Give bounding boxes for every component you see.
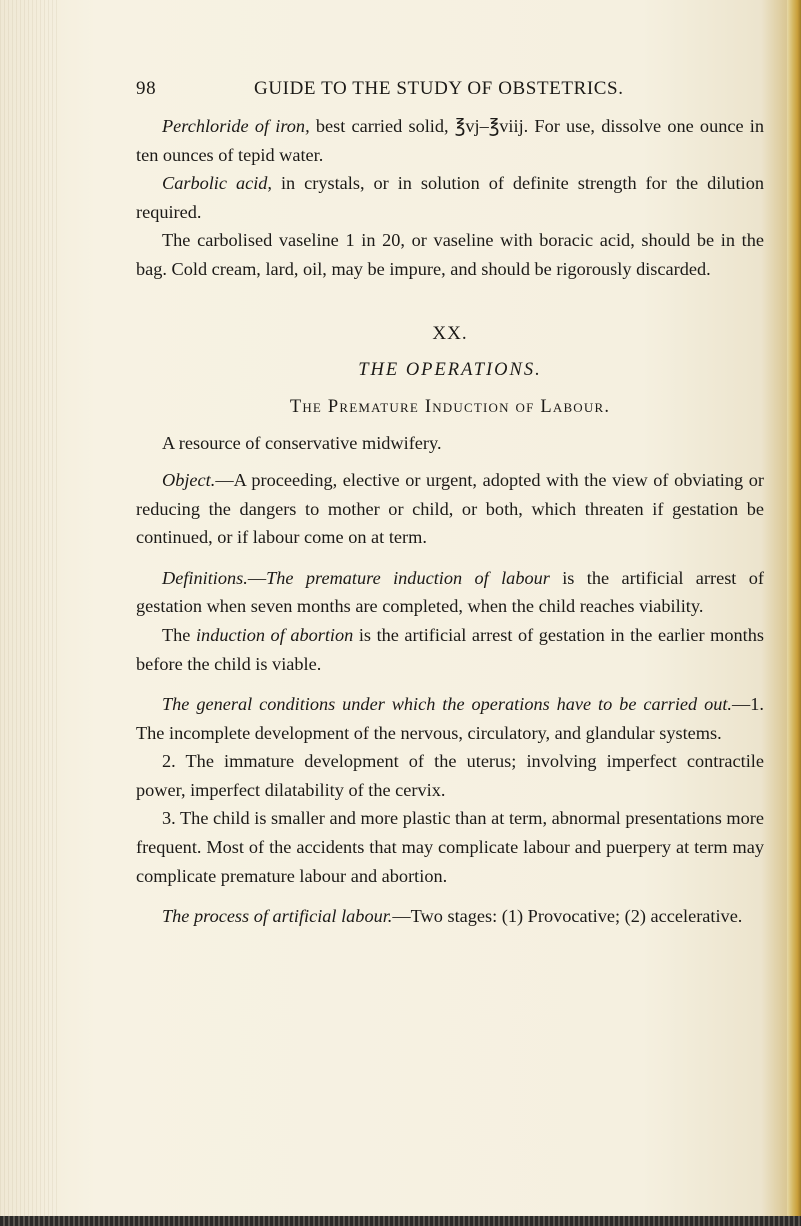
term-induction-abortion: induction of abortion (195, 624, 354, 645)
term-carbolic: Carbolic acid, (162, 173, 273, 194)
label-object: Object. (162, 469, 216, 490)
paragraph-perchloride (136, 112, 764, 169)
text-process: —Two stages: (1) Provocative; (2) accelerative. (392, 906, 743, 927)
paragraph-process (136, 902, 764, 931)
running-head-title: GUIDE TO THE STUDY OF OBSTETRICS. (254, 78, 624, 99)
paragraph-general-2: 2. The immature development of the uterus; involving imperfect contractile power, imperfect dilatability of the cervix. (136, 751, 764, 800)
text-carbolic: in crystals, or in solution of definite strength for the dilution required. (136, 173, 764, 222)
section-subtitle: The Premature Induction of Labour. (289, 396, 611, 417)
label-definitions: Definitions. (162, 567, 248, 588)
page-number: 98 (136, 78, 157, 99)
page-bottom-edge (0, 1216, 801, 1226)
gilt-page-edge (787, 0, 801, 1226)
term-perchloride: Perchloride of iron, (162, 116, 310, 136)
section-number: XX. (432, 322, 468, 344)
text-object: —A proceeding, elective or urgent, adopted with the view of obviating or reducing the dangers to mother or child, or both, which threaten if gestation be continued, or if labour come on at term. (136, 469, 764, 548)
paragraph-abortion: The induction of abortion is the artificial arrest of gestation in the earlier months before the child is viable. (136, 624, 764, 674)
paragraph-object (136, 466, 764, 552)
section-title: THE OPERATIONS. (358, 360, 542, 381)
text-induction-abortion: is the artificial arrest of gestation in the earlier months before the child is viable. (136, 624, 764, 674)
text-premature-induction: is the artificial arrest of gestation when seven months are completed, when the child reaches viability. (136, 567, 764, 617)
paragraph-intro: A resource of conservative midwifery. (162, 433, 442, 454)
page-gutter-texture (0, 0, 60, 1226)
text-perchloride: best carried solid, ℥vj–℥viij. For use, dissolve one ounce in ten ounces of tepid water. (136, 116, 765, 165)
label-process: The process of artificial labour. (162, 906, 393, 927)
term-premature-induction: The premature induction of labour (266, 567, 550, 588)
paragraph-vaseline: The carbolised vaseline 1 in 20, or vaseline with boracic acid, should be in the bag. Cold cream, lard, oil, may be impure, and should be rigorously discarded. (136, 230, 764, 279)
text-general-1: —1. The incomplete development of the nervous, circulatory, and glandular systems. (136, 694, 764, 743)
paragraph-carbolic (136, 169, 764, 226)
paragraph-general-conditions (136, 690, 764, 747)
page-body (136, 112, 764, 931)
paragraph-definitions: Definitions.—The premature induction of labour is the artificial arrest of gestation when seven months are completed, when the child reaches viability. (136, 567, 764, 617)
paragraph-general-3: 3. The child is smaller and more plastic than at term, abnormal presentations more frequent. Most of the accidents that may complicate labour and puerpery at term may complicate premature labour and abortion. (136, 808, 764, 886)
label-general-conditions: The general conditions under which the operations have to be carried out. (162, 694, 732, 715)
